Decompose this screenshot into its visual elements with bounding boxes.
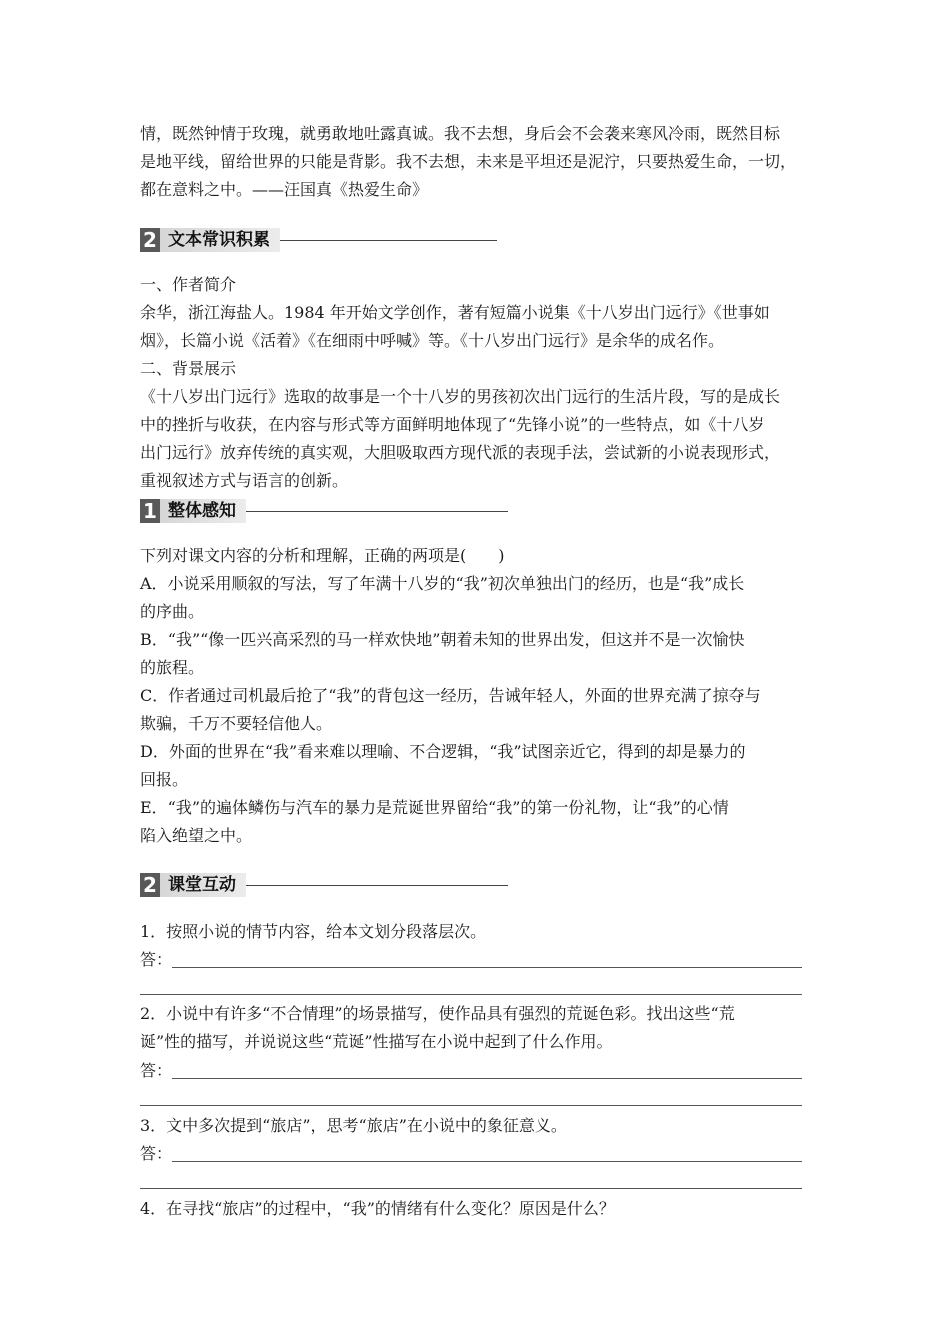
question-1 [140,918,810,946]
heading-divider [246,511,508,512]
knowledge-line: 《十八岁出门远行》选取的故事是一个十八岁的男孩初次出门远行的生活片段，写的是成长 [140,387,781,406]
option-line: C．作者通过司机最后抢了“我”的背包这一经历，告诫年轻人，外面的世界充满了掠夺与 [140,686,761,705]
answer-line[interactable] [140,994,802,995]
option-line: 回报。 [140,770,189,789]
question-text: 3．文中多次提到“旅店”，思考“旅店”在小说中的象征意义。 [140,1116,567,1135]
answer-label: 答： [140,1144,173,1163]
answer-line[interactable] [172,1161,802,1162]
heading-divider [280,240,497,241]
knowledge-line: 烟》，长篇小说《活着》《在细雨中呼喊》等。《十八岁出门远行》是余华的成名作。 [140,331,725,350]
answer-line[interactable] [140,1105,802,1106]
intro-paragraph [140,120,810,204]
question-4 [140,1195,810,1223]
section-heading-overall [140,498,508,524]
answer-field-1[interactable] [140,946,802,974]
question-3 [140,1112,810,1140]
question-2 [140,1000,810,1056]
intro-line: 情，既然钟情于玫瑰，就勇敢地吐露真诚。我不去想，身后会不会袭来寒风冷雨，既然目标 [140,124,781,143]
knowledge-body [140,271,810,495]
option-line: 的旅程。 [140,658,205,677]
section-number-badge: 2 [140,873,160,897]
intro-line: 都在意料之中。——汪国真《热爱生命》 [140,180,429,199]
section-heading-interaction [140,872,508,898]
answer-label: 答： [140,950,173,969]
question-text: 诞”性的描写，并说说这些“荒诞”性描写在小说中起到了什么作用。 [140,1032,613,1051]
section-title: 课堂互动 [160,873,246,897]
section-title: 文本常识积累 [160,228,280,252]
answer-label: 答： [140,1061,173,1080]
question-text: 2．小说中有许多“不合情理”的场景描写，使作品具有强烈的荒诞色彩。找出这些“荒 [140,1004,735,1023]
answer-field-2[interactable] [140,1057,802,1085]
question-text: 1．按照小说的情节内容，给本文划分段落层次。 [140,922,487,941]
section-number-badge: 2 [140,228,160,252]
option-line: A．小说采用顺叙的写法，写了年满十八岁的“我”初次单独出门的经历，也是“我”成长 [140,574,745,593]
knowledge-line: 二、背景展示 [140,359,237,378]
answer-line[interactable] [140,1188,802,1189]
section-title: 整体感知 [160,499,246,523]
section-heading-knowledge [140,227,497,253]
knowledge-line: 重视叙述方式与语言的创新。 [140,471,349,490]
knowledge-line: 中的挫折与收获，在内容与形式等方面鲜明地体现了“先锋小说”的一些特点，如《十八岁 [140,415,765,434]
answer-line[interactable] [172,967,802,968]
heading-divider [246,885,508,886]
option-line: 欺骗，千万不要轻信他人。 [140,714,333,733]
option-line: 陷入绝望之中。 [140,826,253,845]
knowledge-line: 一、作者简介 [140,275,237,294]
overall-question [140,542,810,850]
option-line: B．“我”“像一匹兴高采烈的马一样欢快地”朝着未知的世界出发，但这并不是一次愉快 [140,630,745,649]
option-line: 的序曲。 [140,602,205,621]
answer-field-3[interactable] [140,1140,802,1168]
answer-line[interactable] [172,1078,802,1079]
knowledge-line: 出门远行》放弃传统的真实观，大胆吸取西方现代派的表现手法，尝试新的小说表现形式， [140,443,781,462]
question-stem: 下列对课文内容的分析和理解，正确的两项是( ) [140,546,505,565]
option-line: E．“我”的遍体鳞伤与汽车的暴力是荒诞世界留给“我”的第一份礼物，让“我”的心情 [140,798,729,817]
section-number-badge: 1 [140,499,160,523]
option-line: D．外面的世界在“我”看来难以理喻、不合逻辑，“我”试图亲近它，得到的却是暴力的 [140,742,746,761]
question-text: 4．在寻找“旅店”的过程中，“我”的情绪有什么变化？原因是什么？ [140,1199,615,1218]
intro-line: 是地平线，留给世界的只能是背影。我不去想，未来是平坦还是泥泞，只要热爱生命，一切， [140,152,797,171]
knowledge-line: 余华，浙江海盐人。1984 年开始文学创作，著有短篇小说集《十八岁出门远行》《世事如 [140,303,770,322]
